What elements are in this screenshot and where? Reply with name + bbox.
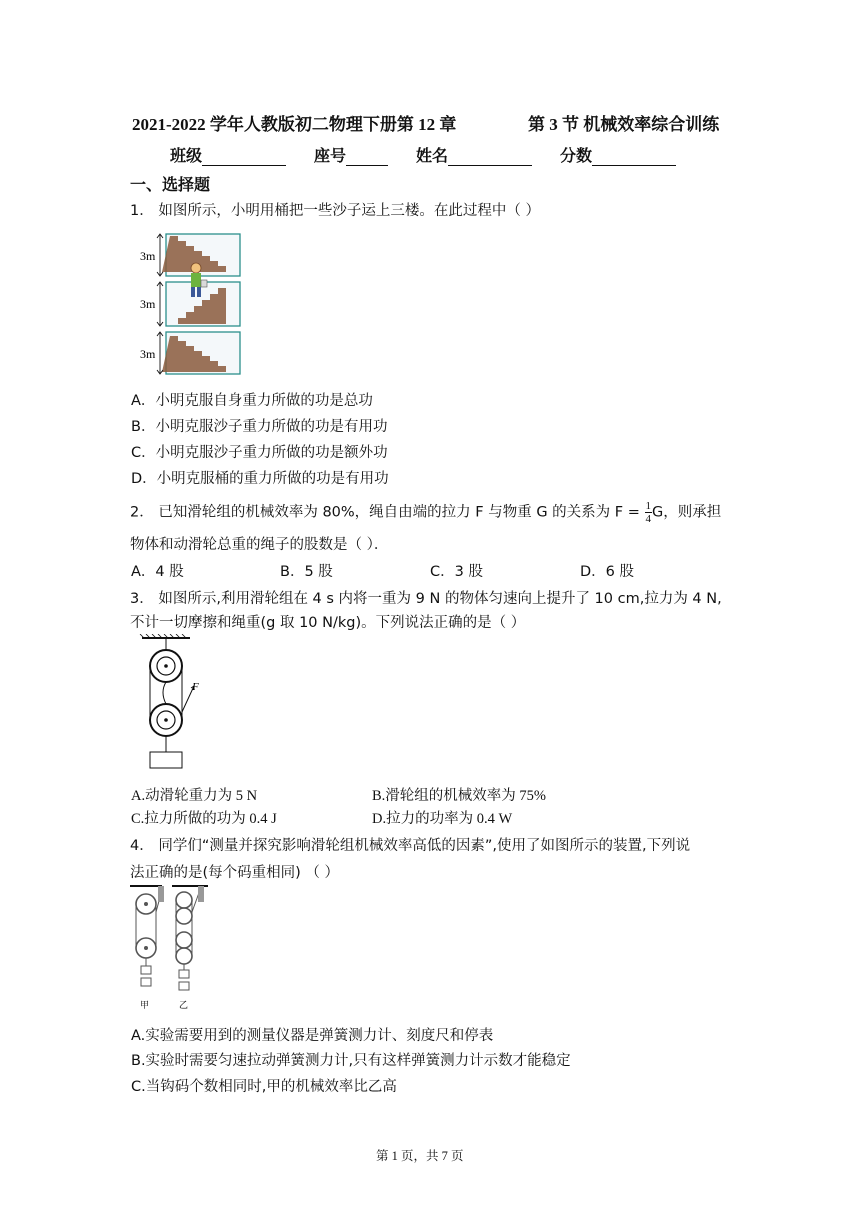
q3-option-c[interactable]: C.拉力所做的功为 0.4 J xyxy=(131,811,277,827)
height-label-2: 3m xyxy=(140,297,156,311)
q4-option-c[interactable]: C.当钩码个数相同时,甲的机械效率比乙高 xyxy=(131,1079,397,1095)
q3-option-a[interactable]: A.动滑轮重力为 5 N xyxy=(131,788,258,804)
q1-option-b[interactable]: B．小明克服沙子重力所做的功是有用功 xyxy=(131,419,388,435)
document-subtitle: 第 3 节 机械效率综合训练 xyxy=(528,115,720,134)
q2-frac-den: 4 xyxy=(645,513,651,525)
name-field xyxy=(416,143,532,166)
score-label: 分数 xyxy=(560,146,593,165)
q4-option-b[interactable]: B.实验时需要匀速拉动弹簧测力计,只有这样弹簧测力计示数才能稳定 xyxy=(131,1053,571,1069)
q2-stem-part2: G，则承担 xyxy=(652,504,722,521)
document-title: 2021-2022 学年人教版初二物理下册第 12 章 xyxy=(132,115,457,134)
setup-label-yi: 乙 xyxy=(179,1001,189,1011)
q1-option-c[interactable]: C．小明克服沙子重力所做的功是额外功 xyxy=(131,445,388,461)
section-heading: 一、选择题 xyxy=(130,175,211,194)
name-blank[interactable] xyxy=(448,149,532,166)
q2-fraction xyxy=(645,500,653,525)
seat-field xyxy=(314,143,388,166)
question-2-stem-line2: 物体和动滑轮总重的绳子的股数是（ ）． xyxy=(130,537,389,553)
seat-blank[interactable] xyxy=(346,149,388,166)
q1-option-a[interactable]: A．小明克服自身重力所做的功是总功 xyxy=(131,393,373,409)
pulley-figure xyxy=(134,634,202,774)
question-3-stem-line2: 不计一切摩擦和绳重(g 取 10 N/kg)。下列说法正确的是（ ） xyxy=(130,615,526,631)
q2-frac-num: 1 xyxy=(645,500,651,512)
seat-label: 座号 xyxy=(314,146,347,165)
q2-option-d[interactable]: D．6 股 xyxy=(580,564,634,580)
q4-option-a[interactable]: A.实验需要用到的测量仪器是弹簧测力计、刻度尺和停表 xyxy=(131,1028,494,1044)
class-blank[interactable] xyxy=(202,149,286,166)
height-label-1: 3m xyxy=(140,249,156,263)
q2-stem-part1: 2． 已知滑轮组的机械效率为 80%，绳自由端的拉力 F 与物重 G 的关系为 F = xyxy=(130,504,645,521)
q2-option-c[interactable]: C．3 股 xyxy=(430,564,483,580)
question-4-stem-line1: 4． 同学们“测量并探究影响滑轮组机械效率高低的因素”,使用了如图所示的装置,下列说 xyxy=(130,838,691,854)
stairs-figure xyxy=(138,228,244,378)
height-label-3: 3m xyxy=(140,347,156,361)
q3-option-d[interactable]: D.拉力的功率为 0.4 W xyxy=(372,811,513,827)
q2-option-a[interactable]: A．4 股 xyxy=(131,564,184,580)
pulley-comparison-figure xyxy=(128,882,212,1014)
student-info-row xyxy=(170,143,704,166)
page-footer: 第 1 页，共 7 页 xyxy=(376,1149,464,1163)
class-label: 班级 xyxy=(170,146,203,165)
question-3-stem-line1: 3． 如图所示,利用滑轮组在 4 s 内将一重为 9 N 的物体匀速向上提升了 10 cm,拉力为 4 N, xyxy=(130,591,722,607)
question-4-stem-line2: 法正确的是(每个码重相同) （ ） xyxy=(130,865,340,881)
name-label: 姓名 xyxy=(416,146,449,165)
class-field xyxy=(170,143,286,166)
q3-option-b[interactable]: B.滑轮组的机械效率为 75% xyxy=(372,788,546,804)
setup-label-jia: 甲 xyxy=(140,1001,150,1011)
score-blank[interactable] xyxy=(592,149,676,166)
question-1-stem: 1． 如图所示，小明用桶把一些沙子运上三楼。在此过程中（ ） xyxy=(130,203,540,219)
q1-option-d[interactable]: D．小明克服桶的重力所做的功是有用功 xyxy=(131,471,389,487)
q2-option-b[interactable]: B．5 股 xyxy=(280,564,333,580)
score-field xyxy=(560,143,676,166)
force-label: F xyxy=(192,681,199,693)
question-2-stem xyxy=(130,500,721,525)
